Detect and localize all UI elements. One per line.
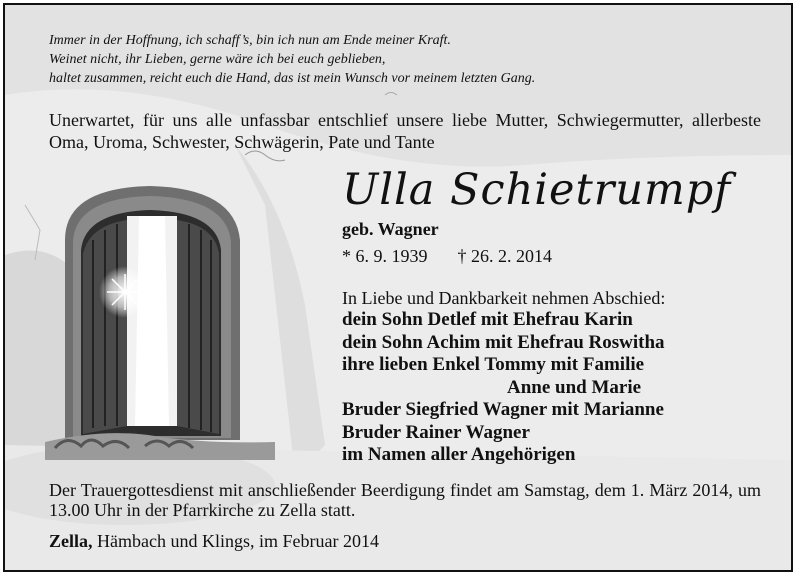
poem-line: Immer in der Hoffnung, ich schaff’s, bin ich nun am Ende meiner Kraft. <box>49 33 451 48</box>
mourner-line: im Namen aller Angehörigen <box>342 444 576 465</box>
place-rest: Hämbach und Klings, im Februar 2014 <box>92 531 379 551</box>
mourner-line: Bruder Siegfried Wagner mit Marianne <box>342 399 664 420</box>
deceased-name: Ulla Schietrumpf <box>342 165 732 215</box>
farewell-line: In Liebe und Dankbarkeit nehmen Abschied: <box>342 288 666 308</box>
mourner-line: dein Sohn Detlef mit Ehefrau Karin <box>342 309 633 330</box>
maiden-name: geb. Wagner <box>342 219 439 239</box>
birth-date: * 6. 9. 1939 <box>342 246 428 266</box>
poem-line: Weinet nicht, ihr Lieben, gerne wäre ich bei euch geblieben, <box>49 52 386 67</box>
obituary-notice <box>3 3 793 572</box>
place-town: Zella, <box>49 531 93 551</box>
poem-line: haltet zusammen, reicht euch die Hand, das ist mein Wunsch vor meinem letzten Gang. <box>49 71 536 86</box>
life-dates <box>342 246 552 267</box>
mourner-line: ihre lieben Enkel Tommy mit Familie <box>342 354 645 375</box>
mourner-line: dein Sohn Achim mit Ehefrau Roswitha <box>342 331 665 353</box>
intro-text: Unerwartet, für uns alle unfassbar entschlief unsere liebe Mutter, Schwiegermutter, allerbeste Oma, Uroma, Schwester, Schwägerin, Pate und Tante <box>49 110 761 152</box>
mourners-list <box>342 309 665 467</box>
mourner-line: Anne und Marie <box>507 376 642 398</box>
mourner-line: Bruder Rainer Wagner <box>342 421 530 443</box>
death-date: † 26. 2. 2014 <box>457 246 552 266</box>
place-and-date <box>49 531 379 552</box>
open-door-illustration <box>45 180 285 460</box>
poem <box>49 31 535 88</box>
funeral-service-text: Der Trauergottesdienst mit anschließender Beerdigung findet am Samstag, dem 1. März 2014, um 13.00 Uhr in der Pfarrkirche zu Zella statt. <box>49 480 761 520</box>
